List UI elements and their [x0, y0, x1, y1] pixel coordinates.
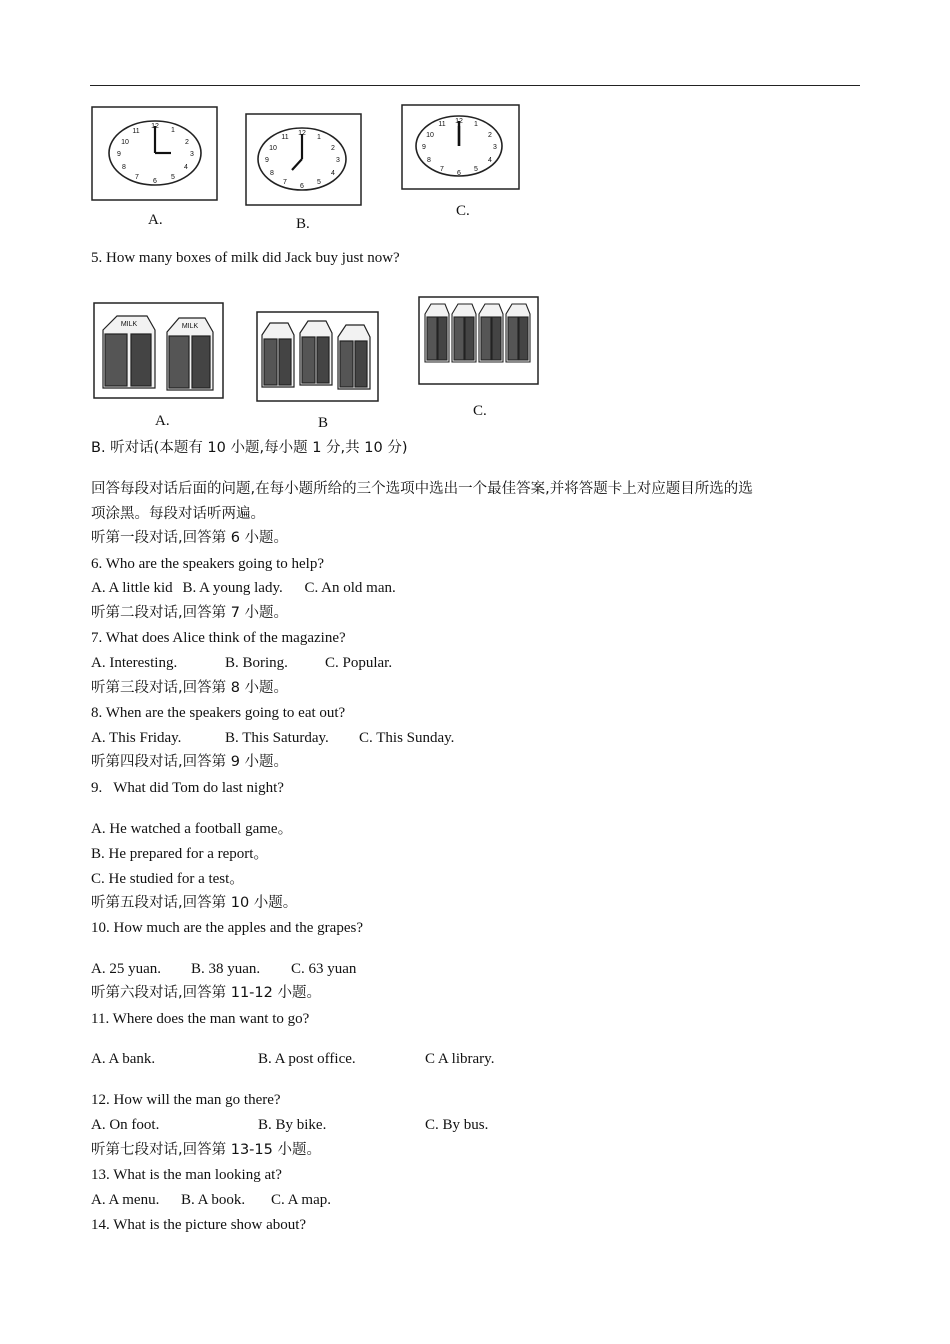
svg-text:2: 2	[185, 139, 189, 146]
question-13-options	[91, 1190, 331, 1210]
question-8: 8. When are the speakers going to eat out?	[91, 705, 346, 721]
option-b: B. Boring.	[225, 655, 288, 671]
option-c: C. Popular.	[325, 655, 393, 671]
clock-b-label: B.	[296, 216, 310, 232]
question-5: 5. How many boxes of milk did Jack buy just now?	[91, 250, 400, 266]
svg-text:12: 12	[455, 118, 463, 125]
option-b: B. 38 yuan.	[191, 961, 261, 977]
svg-text:8: 8	[122, 164, 126, 171]
option-a: A. 25 yuan.	[91, 961, 161, 977]
svg-text:9: 9	[117, 151, 121, 158]
dialogue-4-note: 听第四段对话,回答第 9 小题。	[91, 754, 289, 770]
option-c: C. 63 yuan	[291, 961, 357, 977]
question-11-options	[91, 1049, 494, 1069]
svg-text:2: 2	[488, 132, 492, 139]
question-10: 10. How much are the apples and the grapes?	[91, 920, 363, 936]
question-9-option-c: C. He studied for a test。	[91, 871, 245, 887]
svg-text:1: 1	[474, 121, 478, 128]
milk-c-label: C.	[473, 403, 487, 419]
svg-text:4: 4	[331, 170, 335, 177]
question-12-options	[91, 1115, 488, 1135]
option-a: A. On foot.	[91, 1117, 160, 1133]
svg-text:12: 12	[151, 123, 159, 130]
question-9-option-b: B. He prepared for a report。	[91, 846, 269, 862]
question-7: 7. What does Alice think of the magazine?	[91, 630, 346, 646]
question-9: 9. What did Tom do last night?	[91, 780, 284, 796]
dialogue-2-note: 听第二段对话,回答第 7 小题。	[91, 605, 289, 621]
svg-text:9: 9	[265, 157, 269, 164]
svg-text:8: 8	[270, 170, 274, 177]
question-11: 11. Where does the man want to go?	[91, 1011, 310, 1027]
question-6: 6. Who are the speakers going to help?	[91, 556, 324, 572]
option-a: A. A little kid	[91, 580, 173, 596]
option-c: C. By bus.	[425, 1117, 489, 1133]
dialogue-6-note: 听第六段对话,回答第 11-12 小题。	[91, 985, 321, 1001]
svg-text:10: 10	[121, 139, 129, 146]
svg-text:11: 11	[281, 134, 289, 141]
svg-text:11: 11	[132, 128, 140, 135]
milk-picture-b	[256, 311, 380, 403]
svg-text:12: 12	[298, 130, 306, 137]
svg-text:10: 10	[269, 145, 277, 152]
option-b: B. This Saturday.	[225, 730, 329, 746]
question-14: 14. What is the picture show about?	[91, 1217, 307, 1233]
section-b-instruction-2: 项涂黑。每段对话听两遍。	[91, 506, 265, 522]
svg-text:1: 1	[171, 127, 175, 134]
clock-a-label: A.	[148, 212, 163, 228]
option-b: B. By bike.	[258, 1117, 327, 1133]
svg-text:1: 1	[317, 134, 321, 141]
svg-text:6: 6	[153, 178, 157, 185]
clock-c-label: C.	[456, 203, 470, 219]
milk-picture-a	[93, 302, 225, 400]
svg-text:7: 7	[135, 174, 139, 181]
option-b: B. A book.	[181, 1192, 246, 1208]
question-7-options	[91, 653, 392, 673]
svg-text:5: 5	[317, 179, 321, 186]
svg-text:6: 6	[457, 170, 461, 177]
svg-text:4: 4	[184, 164, 188, 171]
svg-text:7: 7	[440, 166, 444, 173]
svg-text:6: 6	[300, 183, 304, 190]
top-rule	[90, 85, 860, 86]
svg-text:3: 3	[336, 157, 340, 164]
svg-text:5: 5	[474, 166, 478, 173]
option-a: A. A menu.	[91, 1192, 160, 1208]
option-a: A. This Friday.	[91, 730, 182, 746]
dialogue-5-note: 听第五段对话,回答第 10 小题。	[91, 895, 298, 911]
option-a: A. A bank.	[91, 1051, 156, 1067]
milk-b-label: B	[318, 415, 329, 431]
question-9-option-a: A. He watched a football game。	[91, 821, 293, 837]
option-c: C. An old man.	[304, 580, 396, 596]
option-c: C. This Sunday.	[359, 730, 455, 746]
question-8-options	[91, 728, 454, 748]
section-b-instruction-1: 回答每段对话后面的问题,在每小题所给的三个选项中选出一个最佳答案,并将答题卡上对应题目所选的选	[91, 481, 753, 497]
question-13: 13. What is the man looking at?	[91, 1167, 282, 1183]
svg-text:10: 10	[426, 132, 434, 139]
svg-text:2: 2	[331, 145, 335, 152]
question-6-options	[91, 578, 396, 598]
option-c: C. A map.	[271, 1192, 332, 1208]
clock-picture-b	[245, 113, 363, 207]
svg-text:MILK: MILK	[120, 321, 138, 328]
svg-text:MILK: MILK	[181, 323, 199, 330]
option-b: B. A post office.	[258, 1051, 356, 1067]
svg-text:3: 3	[190, 151, 194, 158]
svg-text:5: 5	[171, 174, 175, 181]
svg-text:4: 4	[488, 157, 492, 164]
milk-a-label: A.	[155, 413, 170, 429]
question-10-options	[91, 959, 356, 979]
dialogue-1-note: 听第一段对话,回答第 6 小题。	[91, 530, 289, 546]
question-12: 12. How will the man go there?	[91, 1092, 281, 1108]
svg-text:3: 3	[493, 144, 497, 151]
svg-text:9: 9	[422, 144, 426, 151]
option-c: C A library.	[425, 1051, 495, 1067]
clock-picture-c	[401, 104, 521, 192]
svg-text:8: 8	[427, 157, 431, 164]
svg-text:7: 7	[283, 179, 287, 186]
dialogue-3-note: 听第三段对话,回答第 8 小题。	[91, 680, 289, 696]
svg-text:11: 11	[438, 121, 446, 128]
option-a: A. Interesting.	[91, 655, 178, 671]
clock-picture-a	[91, 106, 219, 202]
section-b-heading: B. 听对话(本题有 10 小题,每小题 1 分,共 10 分)	[91, 440, 408, 456]
option-b: B. A young lady.	[182, 580, 283, 596]
dialogue-7-note: 听第七段对话,回答第 13-15 小题。	[91, 1142, 321, 1158]
milk-picture-c	[418, 296, 540, 386]
